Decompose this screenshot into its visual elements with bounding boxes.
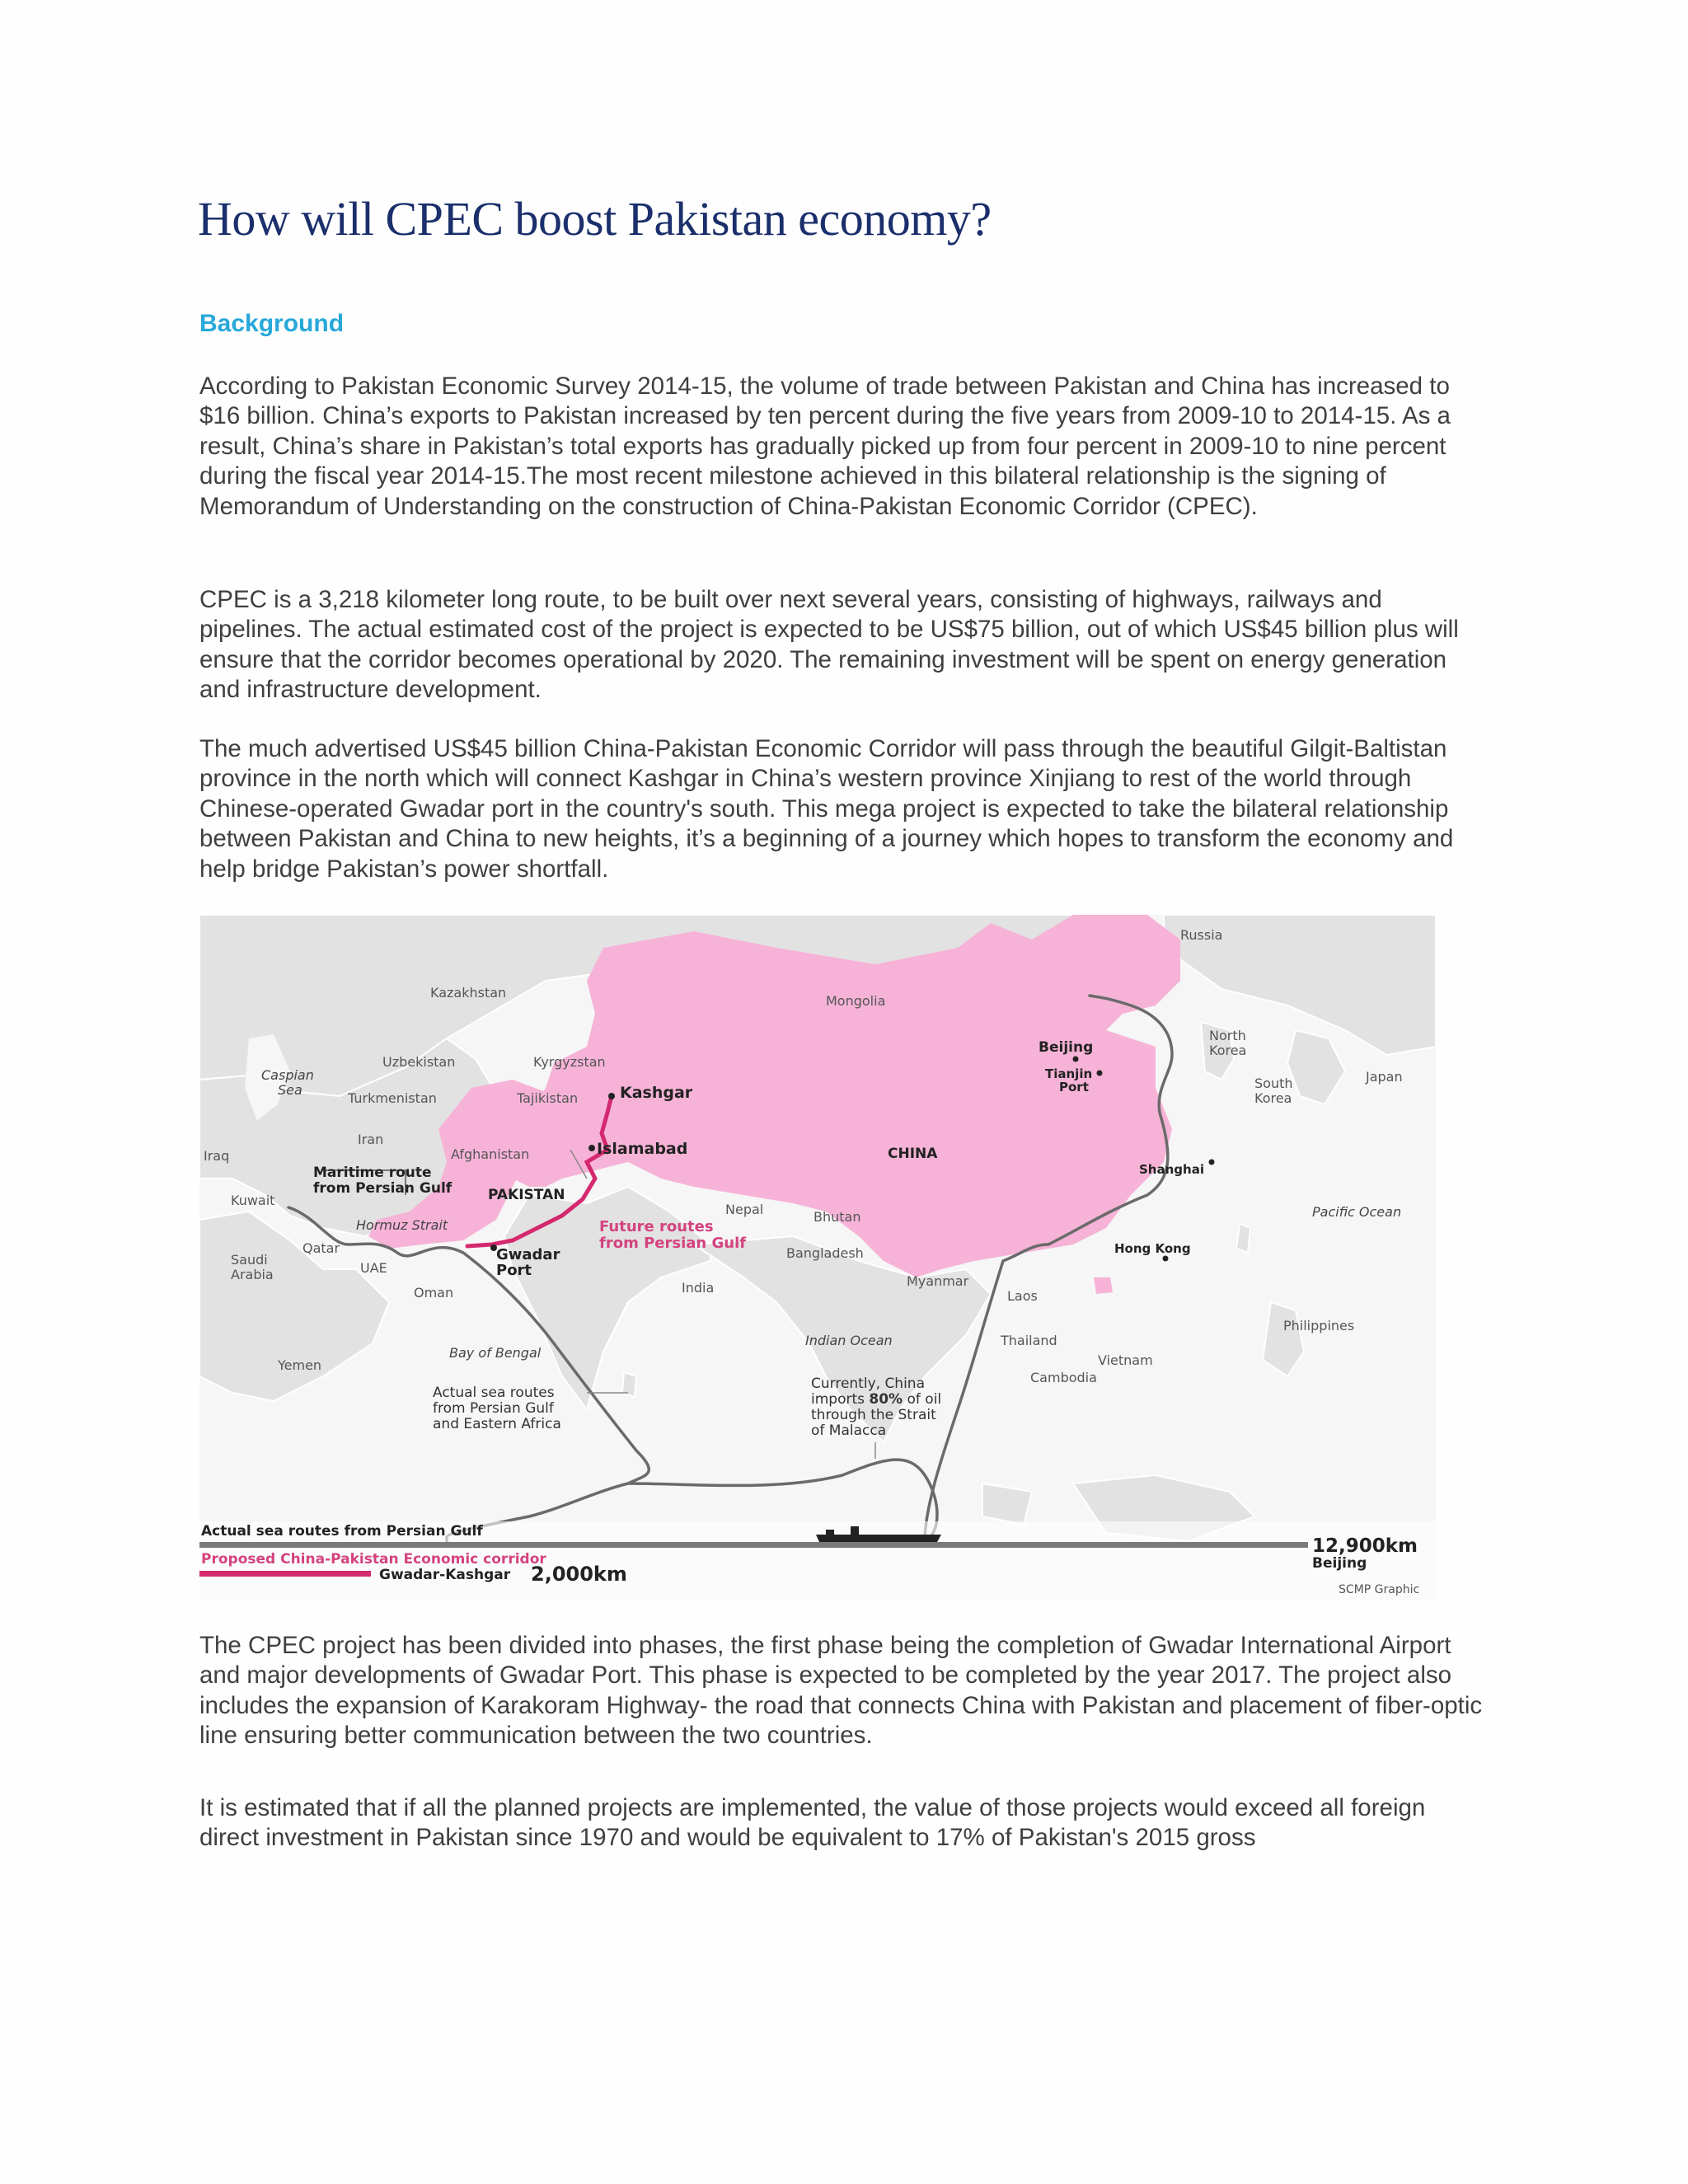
legend-proposed-bar xyxy=(199,1571,371,1577)
map-note-malacca-4: of Malacca xyxy=(811,1422,887,1439)
map-city-hong-kong: Hong Kong xyxy=(1114,1241,1191,1256)
paragraph-trade-volume: According to Pakistan Economic Survey 2014-15, the volume of trade between Pakistan and China has increased to $16 billion. China’s exports to Pakistan increased by ten percent during the five years from 2009-10 to 2014-15. As a result, China’s share in Pakistan’s total exports has gradually picked up from four percent in 2009-10 to nine percent during the fiscal year 2014-15.The most recent milestone achieved in this bilateral relationship is the signing of Memorandum of Understanding on the construction of China-Pakistan Economic Corridor (CPEC). xyxy=(199,373,1451,520)
map-label-india: India xyxy=(682,1280,715,1296)
map-city-shanghai: Shanghai xyxy=(1139,1162,1204,1177)
map-city-tianjin-1: Tianjin xyxy=(1045,1066,1093,1081)
section-heading-background: Background xyxy=(199,310,345,337)
map-label-philippines: Philippines xyxy=(1283,1318,1355,1333)
map-label-indian-ocean: Indian Ocean xyxy=(805,1333,893,1348)
map-label-caspian-2: Sea xyxy=(278,1082,302,1098)
map-label-south-korea-2: Korea xyxy=(1254,1090,1292,1106)
map-city-kashgar: Kashgar xyxy=(620,1084,693,1102)
map-label-hormuz: Hormuz Strait xyxy=(356,1217,448,1233)
legend-gk-distance: 2,000km xyxy=(531,1563,627,1586)
map-label-vietnam: Vietnam xyxy=(1098,1352,1153,1368)
map-label-kuwait: Kuwait xyxy=(231,1193,275,1208)
map-label-bay-of-bengal: Bay of Bengal xyxy=(449,1345,542,1361)
map-city-gwadar-1: Gwadar xyxy=(496,1246,560,1263)
map-label-myanmar: Myanmar xyxy=(907,1273,969,1289)
paragraph-investment-estimate: It is estimated that if all the planned projects are implemented, the value of those projects would exceed all foreign direct investment in Pakistan since 1970 and would be equivalent to 17% of Pakistan's 2015 gross xyxy=(199,1794,1426,1852)
map-label-oman: Oman xyxy=(414,1285,454,1301)
map-note-actual-2: from Persian Gulf xyxy=(433,1400,554,1417)
map-label-russia: Russia xyxy=(1180,927,1223,943)
legend-proposed-label: Proposed China-Pakistan Economic corridor xyxy=(201,1551,546,1568)
map-label-pakistan: PAKISTAN xyxy=(488,1187,565,1203)
map-note-malacca-3: through the Strait xyxy=(811,1407,936,1423)
map-note-malacca-2: imports 80% of oil xyxy=(811,1391,942,1408)
map-label-cambodia: Cambodia xyxy=(1030,1370,1097,1385)
graphic-credit: SCMP Graphic xyxy=(1339,1583,1420,1596)
map-label-iran: Iran xyxy=(358,1132,384,1147)
legend-beijing-distance: 12,900km xyxy=(1312,1535,1418,1557)
map-label-south-korea-1: South xyxy=(1254,1076,1293,1091)
paragraph-project-phases: The CPEC project has been divided into phases, the first phase being the completion of Gwadar International Airport and major developments of Gwadar Port. This phase is expected to be completed by the year 2017. The project also includes the expansion of Karakoram Highway- the road that connects China with Pakistan and placement of fiber-optic line ensuring better communication between the two countries. xyxy=(199,1632,1483,1750)
map-note-actual-1: Actual sea routes xyxy=(433,1385,555,1401)
map-label-bhutan: Bhutan xyxy=(814,1209,861,1225)
map-label-qatar: Qatar xyxy=(302,1240,340,1256)
map-label-saudi-1: Saudi xyxy=(231,1252,268,1268)
map-label-iraq: Iraq xyxy=(204,1148,230,1164)
map-label-nepal: Nepal xyxy=(725,1202,764,1217)
map-label-north-korea-2: Korea xyxy=(1209,1043,1247,1058)
map-city-tianjin-2: Port xyxy=(1059,1080,1089,1094)
map-label-laos: Laos xyxy=(1007,1288,1038,1304)
map-label-bangladesh: Bangladesh xyxy=(786,1245,864,1261)
map-label-afghanistan: Afghanistan xyxy=(451,1146,530,1162)
map-label-japan: Japan xyxy=(1366,1069,1403,1085)
map-label-uae: UAE xyxy=(360,1260,387,1276)
legend-actual-bar xyxy=(199,1542,1308,1548)
hainan-region xyxy=(1094,1277,1113,1294)
map-note-maritime-1: Maritime route xyxy=(313,1165,432,1181)
map-label-kyrgyzstan: Kyrgyzstan xyxy=(533,1054,606,1070)
map-label-kazakhstan: Kazakhstan xyxy=(430,985,507,1001)
map-label-thailand: Thailand xyxy=(1001,1333,1057,1348)
map-label-tajikistan: Tajikistan xyxy=(517,1090,579,1106)
paragraph-cpec-route: CPEC is a 3,218 kilometer long route, to be built over next several years, consisting of highways, railways and pipelines. The actual estimated cost of the project is expected to be US$75 billion, out of which US$45 billion plus will ensure that the corridor becomes operational by 2020. The remaining investment will be spent on energy generation and infrastructure development. xyxy=(199,586,1459,704)
map-city-beijing: Beijing xyxy=(1039,1039,1094,1056)
map-label-china: CHINA xyxy=(888,1146,938,1162)
page-title: How will CPEC boost Pakistan economy? xyxy=(198,192,992,246)
map-city-islamabad: Islamabad xyxy=(597,1140,688,1158)
map-label-uzbekistan: Uzbekistan xyxy=(382,1054,456,1070)
map-note-future-1: Future routes xyxy=(599,1218,714,1235)
legend-actual-label: Actual sea routes from Persian Gulf xyxy=(201,1523,483,1540)
map-city-gwadar-2: Port xyxy=(496,1262,532,1279)
map-label-caspian-1: Caspian xyxy=(261,1067,314,1083)
map-label-turkmenistan: Turkmenistan xyxy=(348,1090,437,1106)
legend-gk-label: Gwadar-Kashgar xyxy=(379,1567,511,1583)
map-label-mongolia: Mongolia xyxy=(826,993,886,1009)
map-label-yemen: Yemen xyxy=(278,1357,322,1373)
map-note-future-2: from Persian Gulf xyxy=(599,1235,747,1252)
legend-beijing-label: Beijing xyxy=(1312,1555,1367,1572)
map-label-pacific: Pacific Ocean xyxy=(1312,1204,1402,1220)
map-note-maritime-2: from Persian Gulf xyxy=(313,1180,452,1197)
map-label-north-korea-1: North xyxy=(1209,1028,1246,1043)
map-note-actual-3: and Eastern Africa xyxy=(433,1416,561,1432)
cpec-route-map xyxy=(199,915,1436,1601)
map-note-malacca-1: Currently, China xyxy=(811,1376,926,1392)
map-label-saudi-2: Arabia xyxy=(231,1267,274,1282)
paragraph-corridor-path: The much advertised US$45 billion China-Pakistan Economic Corridor will pass through the beautiful Gilgit-Baltistan province in the north which will connect Kashgar in China’s western province Xinjiang to rest of the world through Chinese-operated Gwadar port in the country's south. This mega project is expected to take the bilateral relationship between Pakistan and China to new heights, it’s a beginning of a journey which hopes to transform the economy and help bridge Pakistan’s power shortfall. xyxy=(199,735,1454,883)
